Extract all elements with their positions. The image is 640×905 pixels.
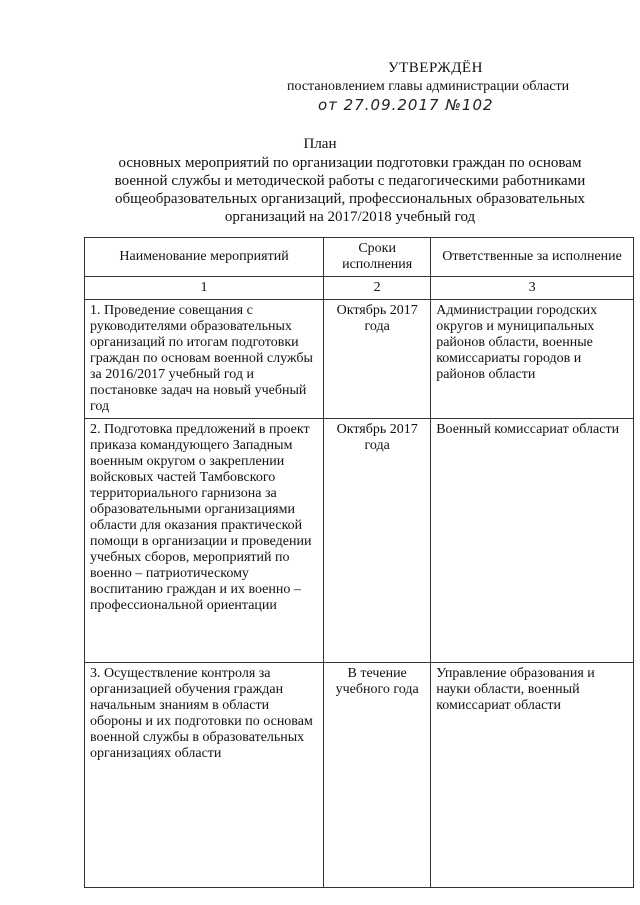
table-row — [85, 300, 634, 419]
header-event: Наименование мероприятий — [85, 238, 324, 277]
table-header-row — [85, 238, 634, 277]
col-number-1: 1 — [85, 277, 324, 300]
document-title: План — [303, 136, 337, 152]
table-row — [85, 663, 634, 888]
event-cell: 3. Осуществление контроля за организацией обучения граждан начальным знаниям в области обороны и их подготовки по основам военной службы в образовательных организациях области — [85, 663, 324, 888]
col-number-3: 3 — [431, 277, 634, 300]
approval-stamp: УТВЕРЖДЁН — [388, 60, 483, 76]
header-deadline: Сроки исполнения — [324, 238, 431, 277]
deadline-cell: Октябрь 2017 года — [324, 300, 431, 419]
column-number-row — [85, 277, 634, 300]
responsible-cell: Администрации городских округов и муниципальных районов области, военные комиссариаты городов и районов области — [431, 300, 634, 419]
responsible-cell: Управление образования и науки области, военный комиссариат области — [431, 663, 634, 888]
plan-table — [84, 237, 634, 888]
event-cell: 2. Подготовка предложений в проект приказа командующего Западным военным округом о закреплении войсковых частей Тамбовского территориального гарнизона за образовательными организациями области для оказания практической помощи в организации и проведении учебных сборов, мероприятий по военно – патриотическому воспитанию граждан и их военно – профессиональной ориентации — [85, 419, 324, 663]
deadline-cell: Октябрь 2017 года — [324, 419, 431, 663]
deadline-cell: В течение учебного года — [324, 663, 431, 888]
event-cell: 1. Проведение совещания с руководителями образовательных организаций по итогам подготовки граждан по основам военной службы за 2016/2017 учебный год и постановке задач на новый учебный год — [85, 300, 324, 419]
responsible-cell: Военный комиссариат области — [431, 419, 634, 663]
handwritten-date-number: от 27.09.2017 №102 — [318, 96, 494, 114]
header-responsible: Ответственные за исполнение — [431, 238, 634, 277]
document-subtitle: основных мероприятий по организации подготовки граждан по основам военной службы и методической работы с педагогическими работниками общеобразовательных организаций, профессиональных образовательных организаций на 2017/2018 учебный год — [114, 155, 586, 225]
approval-authority: постановлением главы администрации области — [287, 79, 570, 94]
col-number-2: 2 — [324, 277, 431, 300]
table-row — [85, 419, 634, 663]
